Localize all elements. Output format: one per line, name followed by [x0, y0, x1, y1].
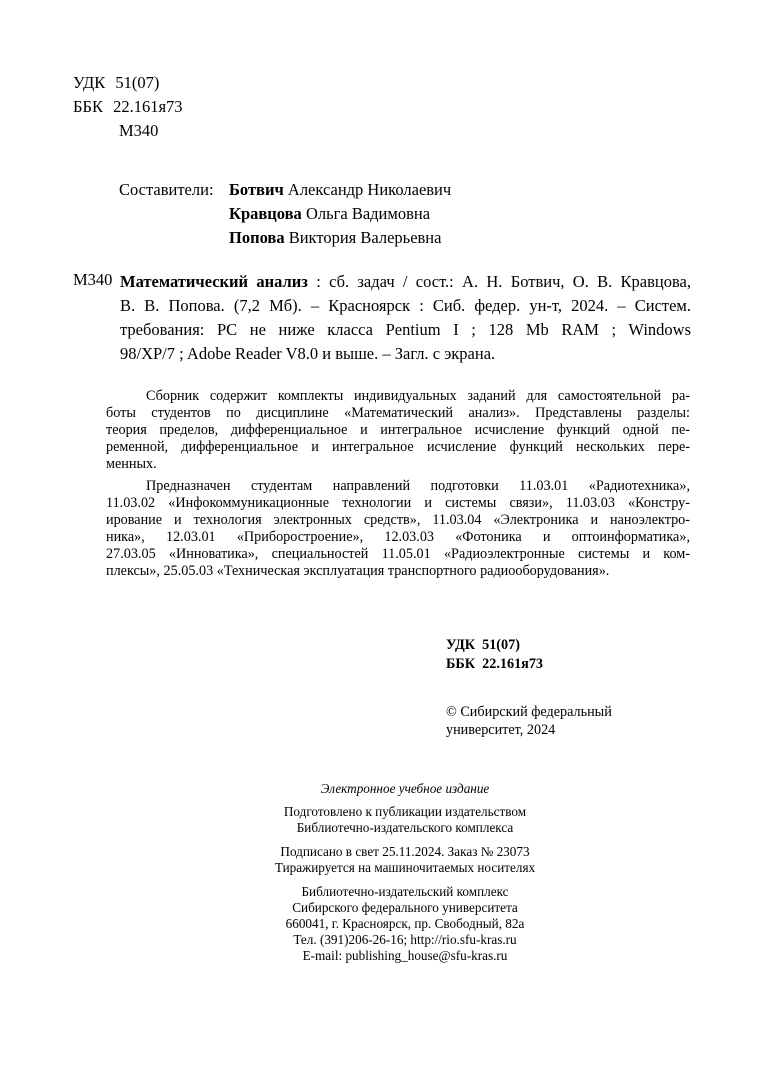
bib-line-4: 98/XP/7 ; Adobe Reader V8.0 и выше. – Загл. с экрана. — [120, 344, 496, 363]
edition-type — [210, 781, 600, 797]
compiler-3-surname: Попова — [229, 228, 285, 247]
prepared-line-1: Подготовлено к публикации издательством — [283, 804, 527, 819]
udk-value: 51(07) — [115, 73, 160, 92]
abstract-p1-line-3: теория пределов, дифференциальное и интегральное исчисление функций одной пе- — [106, 422, 690, 438]
abstract-p2-line-4: ника», 12.03.01 «Приборостроение», 12.03.03 «Фотоника и оптоинформатика», — [106, 529, 690, 545]
abstract-p2-line-3: ирование и технология электронных средств», 11.03.04 «Электроника и наноэлектро- — [106, 512, 690, 528]
compiler-1-names: Александр Николаевич — [287, 180, 452, 199]
bib-line-1 — [120, 270, 691, 295]
signed-line-1: Подписано в свет 25.11.2024. Заказ № 23073 — [280, 844, 530, 859]
author-mark: М340 — [119, 121, 159, 140]
compiler-2-surname: Кравцова — [229, 204, 302, 223]
bbk-line — [73, 97, 183, 117]
prepared-block — [210, 804, 600, 836]
abstract-p2-line-5: 27.03.05 «Инноватика», специальностей 11.05.01 «Радиоэлектронные системы и ком- — [106, 546, 690, 562]
bib-title: Математический анализ — [120, 272, 308, 291]
edition-type-text: Электронное учебное издание — [320, 781, 490, 796]
abstract-p2-line-1: Предназначен студентам направлений подготовки 11.03.01 «Радиотехника», — [146, 478, 690, 494]
signed-block — [210, 844, 600, 876]
bib-line-2: В. В. Попова. (7,2 Мб). – Красноярск : Сиб. федер. ун-т, 2024. – Систем. — [120, 296, 691, 315]
compiler-3-names: Виктория Валерьевна — [288, 228, 442, 247]
compiler-1 — [229, 180, 451, 200]
abstract-p1-line-2: боты студентов по дисциплине «Математический анализ». Представлены разделы: — [106, 405, 690, 421]
publisher-line-2: Сибирского федерального университета — [292, 900, 518, 915]
udk-line — [73, 73, 159, 93]
compiler-2-names: Ольга Вадимовна — [305, 204, 431, 223]
publisher-address: 660041, г. Красноярск, пр. Свободный, 82а — [285, 916, 525, 931]
udk-bold: УДК 51(07) — [446, 637, 520, 653]
bib-line-3: требования: PC не ниже класса Pentium I ; 128 Mb RAM ; Windows — [120, 320, 691, 339]
abstract-p2-line-2: 11.03.02 «Инфокоммуникационные технологии и системы связи», 11.03.03 «Констру- — [106, 495, 690, 511]
abstract-p1-line-5: менных. — [106, 456, 157, 472]
publisher-block — [210, 884, 600, 964]
bbk-label: ББК — [73, 97, 103, 116]
bib-mark: М340 — [73, 270, 113, 289]
publisher-email: E-mail: publishing_house@sfu-kras.ru — [302, 948, 508, 963]
abstract-p1-line-4: ременной, дифференциальное и интегральное исчисление функций нескольких пере- — [106, 439, 690, 455]
compiler-3 — [229, 228, 441, 248]
abstract-p2-line-6: плексы», 25.05.03 «Техническая эксплуатация транспортного радиооборудования». — [106, 563, 610, 579]
bib-line-1-rest: : сб. задач / сост.: А. Н. Ботвич, О. В. Кравцова, — [316, 272, 692, 291]
compiler-2 — [229, 204, 430, 224]
prepared-line-2: Библиотечно-издательского комплекса — [296, 820, 514, 835]
copyright-line-2: университет, 2024 — [446, 722, 556, 738]
copyright-line-1: © Сибирский федеральный — [446, 704, 612, 720]
publisher-line-1: Библиотечно-издательский комплекс — [301, 884, 509, 899]
signed-line-2: Тиражируется на машиночитаемых носителях — [274, 860, 536, 875]
publisher-phone-site: Тел. (391)206-26-16; http://rio.sfu-kras.ru — [293, 932, 517, 947]
bbk-value: 22.161я73 — [113, 97, 183, 116]
compilers-label: Составители: — [119, 180, 214, 199]
udk-label: УДК — [73, 73, 106, 92]
bbk-bold: ББК 22.161я73 — [446, 656, 544, 672]
abstract-p1-line-1: Сборник содержит комплекты индивидуальных заданий для самостоятельной ра- — [146, 388, 690, 404]
compiler-1-surname: Ботвич — [229, 180, 284, 199]
